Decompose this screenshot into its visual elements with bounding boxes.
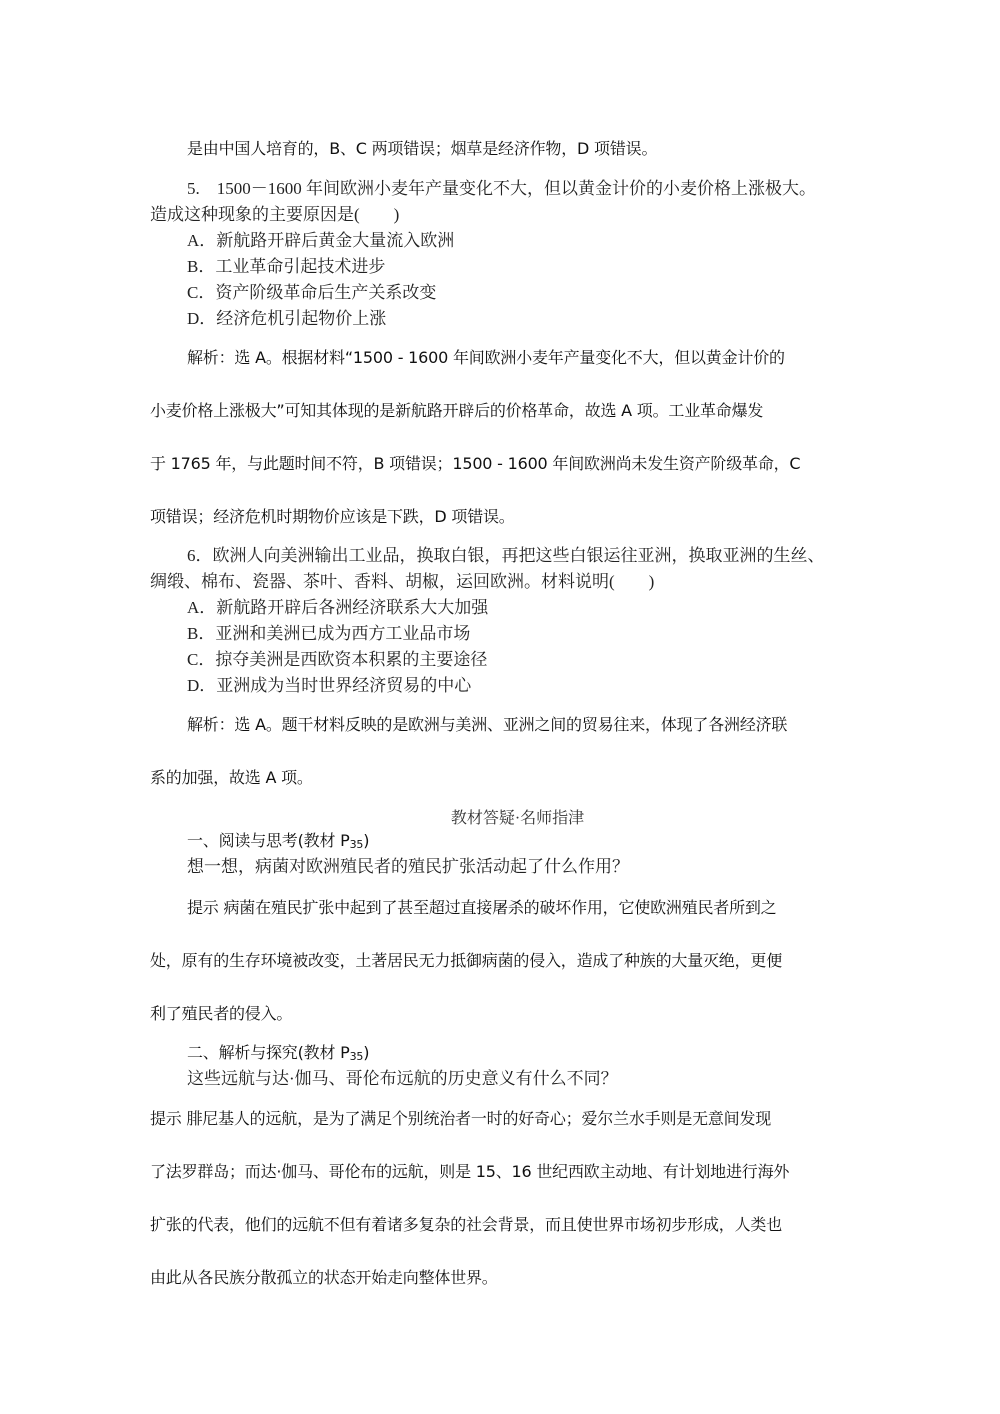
question-6-option-d: D．亚洲成为当时世界经济贸易的中心 bbox=[187, 676, 472, 695]
part-1-page-subscript: 35 bbox=[349, 838, 364, 851]
question-5-analysis-line-2: 小麦价格上涨极大”可知其体现的是新航路开辟后的价格革命，故选 A 项。工业革命爆发 bbox=[150, 401, 764, 420]
question-5-stem-line-1: 5. 1500－1600 年间欧洲小麦年产量变化不大，但以黄金计价的小麦价格上涨极大。 bbox=[187, 179, 816, 198]
part-2-title-text: 二、解析与探究(教材 P bbox=[187, 1043, 350, 1062]
question-5-analysis-line-1: 解析：选 A。根据材料“1500 - 1600 年间欧洲小麦年产量变化不大，但以黄金计价的 bbox=[187, 348, 785, 367]
question-5-option-a: A．新航路开辟后黄金大量流入欧洲 bbox=[187, 231, 455, 250]
part-1-title-text: 一、阅读与思考(教材 P bbox=[187, 831, 350, 850]
question-6-option-a: A．新航路开辟后各洲经济联系大大加强 bbox=[187, 598, 489, 617]
part-2-title-end: ) bbox=[363, 1043, 370, 1062]
question-6-option-b: B．亚洲和美洲已成为西方工业品市场 bbox=[187, 624, 471, 643]
part-1-title bbox=[187, 830, 369, 852]
question-5-analysis-line-4: 项错误；经济危机时期物价应该是下跌，D 项错误。 bbox=[150, 507, 515, 526]
part-1-hint-line-3: 利了殖民者的侵入。 bbox=[150, 1004, 293, 1023]
part-2-title bbox=[187, 1042, 369, 1064]
part-2-question: 这些远航与达·伽马、哥伦布远航的历史意义有什么不同？ bbox=[187, 1069, 618, 1088]
question-5-stem-line-2: 造成这种现象的主要原因是( ) bbox=[150, 205, 400, 224]
part-2-hint-line-1: 提示 腓尼基人的远航，是为了满足个别统治者一时的好奇心；爱尔兰水手则是无意间发现 bbox=[150, 1109, 772, 1128]
part-2-hint-line-2: 了法罗群岛；而达·伽马、哥伦布的远航，则是 15、16 世纪西欧主动地、有计划地进行海外 bbox=[150, 1162, 790, 1181]
part-2-hint-line-4: 由此从各民族分散孤立的状态开始走向整体世界。 bbox=[150, 1268, 498, 1287]
previous-answer-tail: 是由中国人培育的，B、C 两项错误；烟草是经济作物，D 项错误。 bbox=[187, 139, 658, 158]
part-1-hint-line-2: 处，原有的生存环境被改变，土著居民无力抵御病菌的侵入，造成了种族的大量灭绝，更便 bbox=[150, 951, 783, 970]
question-6-analysis-line-1: 解析：选 A。题干材料反映的是欧洲与美洲、亚洲之间的贸易往来，体现了各洲经济联 bbox=[187, 715, 788, 734]
question-5-option-d: D．经济危机引起物价上涨 bbox=[187, 309, 387, 328]
part-2-hint-line-3: 扩张的代表，他们的远航不但有着诸多复杂的社会背景，而且使世界市场初步形成，人类也 bbox=[150, 1215, 783, 1234]
part-1-hint-line-1: 提示 病菌在殖民扩张中起到了甚至超过直接屠杀的破坏作用，它使欧洲殖民者所到之 bbox=[187, 898, 777, 917]
part-1-title-end: ) bbox=[363, 831, 370, 850]
question-6-stem-line-2: 绸缎、棉布、瓷器、茶叶、香料、胡椒，运回欧洲。材料说明( ) bbox=[150, 572, 655, 591]
part-2-page-subscript: 35 bbox=[349, 1050, 364, 1063]
question-6-option-c: C．掠夺美洲是西欧资本积累的主要途径 bbox=[187, 650, 488, 669]
question-5-analysis-line-3: 于 1765 年，与此题时间不符，B 项错误；1500 - 1600 年间欧洲尚未发生资产阶级革命，C bbox=[150, 454, 801, 473]
question-6-analysis-line-2: 系的加强，故选 A 项。 bbox=[150, 768, 313, 787]
section-heading: 教材答疑·名师指津 bbox=[450, 810, 585, 827]
question-6-stem-line-1: 6．欧洲人向美洲输出工业品，换取白银，再把这些白银运往亚洲，换取亚洲的生丝、 bbox=[187, 546, 825, 565]
question-5-option-c: C．资产阶级革命后生产关系改变 bbox=[187, 283, 437, 302]
part-1-question: 想一想，病菌对欧洲殖民者的殖民扩张活动起了什么作用？ bbox=[187, 857, 629, 876]
question-5-option-b: B．工业革命引起技术进步 bbox=[187, 257, 386, 276]
